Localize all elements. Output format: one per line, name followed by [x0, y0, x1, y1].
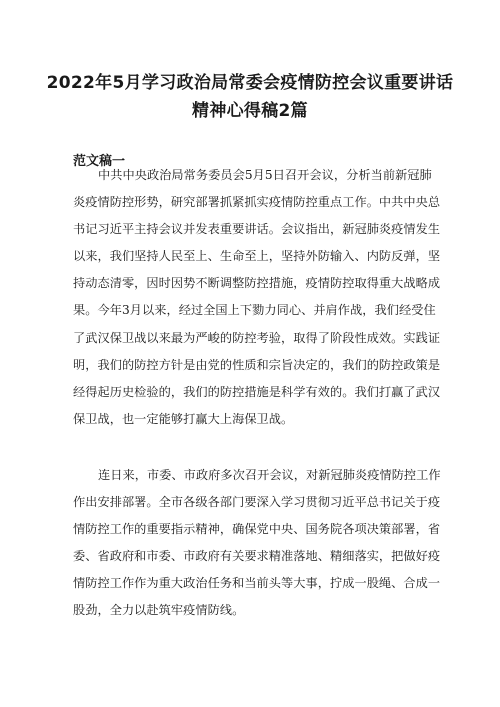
- paragraph-line: 情防控工作作为重大政治任务和当前头等大事，拧成一股绳、合成一: [73, 576, 441, 591]
- paragraph-2: [73, 462, 441, 625]
- paragraph-line: 委、省政府和市委、市政府有关要求精准落地、精细落实，把做好疫: [73, 549, 441, 564]
- paragraph-line: 情防控工作的重要指示精神，确保党中央、国务院各项决策部署，省: [73, 522, 441, 537]
- paragraph-line: 炎疫情防控形势，研究部署抓紧抓实疫情防控重点工作。中共中央总: [73, 195, 441, 210]
- section-heading: 范文稿一: [73, 154, 126, 169]
- paragraph-line: 股劲，全力以赴筑牢疫情防线。: [73, 603, 245, 618]
- paragraph-line: 经得起历史检验的，我们的防控措施是科学有效的。我们打赢了武汉: [73, 384, 441, 399]
- paragraph-line: 连日来，市委、市政府多次召开会议，对新冠肺炎疫情防控工作: [98, 468, 441, 482]
- paragraph-line: 保卫战，也一定能够打赢大上海保卫战。: [73, 411, 294, 426]
- paragraph-line: 以来，我们坚持人民至上、生命至上，坚持外防输入、内防反弹，坚: [73, 249, 441, 264]
- paragraph-line: 持动态清零，因时因势不断调整防控措施，疫情防控取得重大战略成: [73, 276, 441, 291]
- paragraph-line: 作出安排部署。全市各级各部门要深入学习贯彻习近平总书记关于疫: [73, 495, 441, 510]
- document-title-line-1: 2022年5月学习政治局常委会疫情防控会议重要讲话: [46, 73, 454, 93]
- paragraph-line: 书记习近平主持会议并发表重要讲话。会议指出，新冠肺炎疫情发生: [73, 222, 441, 237]
- paragraph-line: 明，我们的防控方针是由党的性质和宗旨决定的，我们的防控政策是: [73, 357, 441, 372]
- document-title-line-2: 精神心得稿2篇: [192, 101, 308, 121]
- paragraph-1: [73, 162, 441, 433]
- paragraph-line: 了武汉保卫战以来最为严峻的防控考验，取得了阶段性成效。实践证: [73, 330, 441, 345]
- paragraph-line: 中共中央政治局常务委员会5月5日召开会议，分析当前新冠肺: [98, 168, 432, 182]
- paragraph-line: 果。今年3月以来，经过全国上下勠力同心、并肩作战，我们经受住: [73, 303, 436, 318]
